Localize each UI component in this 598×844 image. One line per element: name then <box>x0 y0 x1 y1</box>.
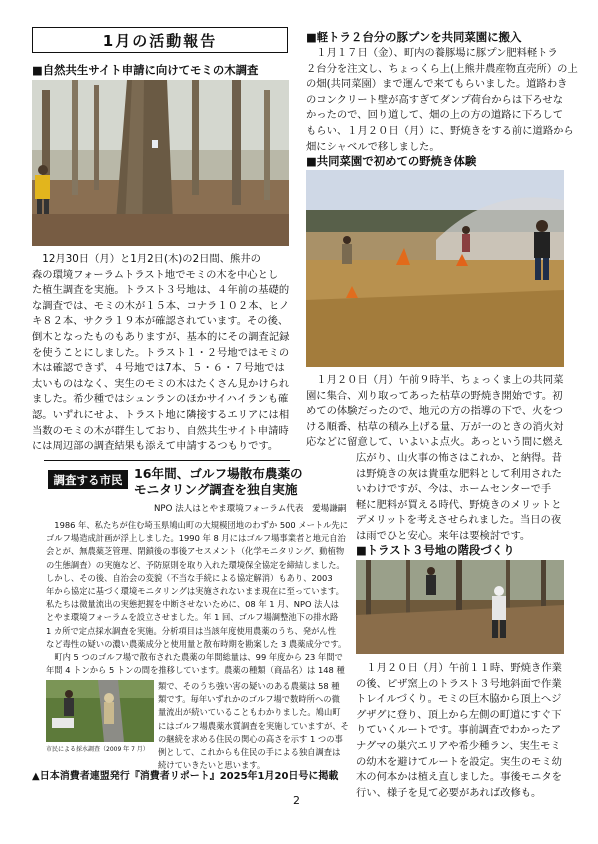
paragraph-line: ました。希少種ではシュンランのほかサイハイランも確 <box>32 393 289 406</box>
paragraph-line: 量流出が続いていることもわかりました。鳩山町 <box>158 707 341 718</box>
paragraph-line: １月２０日（月）午前９時半、ちょっくま上の共同菜 <box>306 374 564 386</box>
paragraph-line: 軽に肥料が買える時代、野焼きのメリットと <box>356 498 562 511</box>
paragraph-line: 類で、そのうち強い害の疑いのある農薬は 58 種 <box>158 681 340 691</box>
paragraph-line: ける順番、枯草の積み上げる量、万が一のときの消火対 <box>306 420 564 433</box>
trail-work-photo <box>356 560 564 654</box>
section-heading-trail: ■トラスト３号地の階段づくり <box>356 543 515 557</box>
paragraph-line: 森の環境フォーラムトラスト地でモミの木を中心とし <box>32 268 279 281</box>
paragraph-line: 当数のモミの木が群生しており、自然共生サイト申請時 <box>32 424 289 437</box>
paragraph-line: キ８２本、サクラ１９本が確認されています。その後、 <box>32 315 289 328</box>
article-title-line: 16年間、ゴルフ場散布農薬の <box>134 466 303 481</box>
section-heading-momi-survey: ■自然共生サイト申請に向けてモミの木調査 <box>32 63 259 77</box>
paragraph-line: 1 カ所で定点採水調査を実施。分析項目は当該年度使用農薬のうち、発がん性 <box>46 625 337 636</box>
paragraph-line: 1986 年、私たちが住む埼玉県鳩山町の大規模団地のわずか 500 メートル先に <box>46 520 349 530</box>
paragraph-line: １月１７日（金）、町内の養豚場に豚プン肥料軽トラ <box>306 47 558 59</box>
momi-survey-text <box>32 252 289 455</box>
water-sampling-photo <box>46 680 154 742</box>
paragraph-line: の畑(共同菜園）まで運んで来てもらいました。道路わき <box>306 78 568 91</box>
paragraph-line: な調査では、モミの木が１５本、コナラ１０２本、ヒノ <box>32 299 290 312</box>
paragraph-line: めての体験だったので、地元の方の指導の下で、火をつ <box>306 405 564 418</box>
paragraph-line: 木は確認できず、４号地では7本、５・６・７号地では <box>32 362 285 375</box>
paragraph-line: ゴルフ場造成計画が浮上しました。1990 年 8 月にはゴルフ場事業者と地元自治 <box>46 533 346 544</box>
paragraph-line: トレイルづくり。モミの巨木脇から頂上へジ <box>356 693 562 706</box>
paragraph-line: 町内 5 つのゴルフ場で散布された農薬の年間総量は、99 年度から 23 年間で <box>46 652 343 663</box>
article-tag: 調査する市民 <box>48 470 128 489</box>
article-title-line: モニタリング調査を独自実施 <box>134 482 298 497</box>
page-number: 2 <box>293 794 300 807</box>
paragraph-line: など毒性の疑いの濃い農薬成分と使用量と散布時期を勘案した 3 農薬成分です。 <box>46 638 347 649</box>
paragraph-line: の継続を求める住民の関心の高さを示す 1 つの事 <box>158 733 343 744</box>
paragraph-line: の後、ピザ窯上のトラスト３号地斜面で作業 <box>356 677 562 690</box>
paragraph-line: 続けていきたいと思います。 <box>158 760 266 771</box>
article-title <box>134 466 303 498</box>
field-burning-text-cont <box>356 451 562 545</box>
paragraph-line: た植生調査を実施。トラスト３号地は、４年前の基礎的 <box>32 284 290 297</box>
paragraph-line: とやま環境フォーラムを設立させました。年 1 回、ゴルフ場調整池下の排水路 <box>46 612 339 623</box>
section-heading-field-burning: ■共同菜園で初めての野焼き体験 <box>306 154 477 168</box>
paragraph-line: の幼木を避けてルートを設定。実生のモミ幼 <box>356 755 562 768</box>
box-top-rule <box>44 460 290 461</box>
paragraph-line: は野焼きの灰は貴重な肥料として利用された <box>356 467 562 480</box>
paragraph-line: グザグに登り、頂上から左側の町道にすぐ下 <box>356 708 562 721</box>
paragraph-line: りていくルートです。事前調査でわかったア <box>356 724 562 737</box>
paragraph-line: もらい、１月２０日（月）に、野焼きをする前に道路から <box>306 124 574 137</box>
paragraph-line: しかし、その後、自治会の変貌（不当な手続による協定解消）もあり、2003 <box>46 572 333 583</box>
section-heading-manure: ■軽トラ２台分の豚プンを共同菜園に搬入 <box>306 30 522 44</box>
field-burning-text <box>306 373 563 451</box>
paragraph-line: ナグマの巣穴エリアや希少種ラン、実生モミ <box>356 739 561 752</box>
paragraph-line: いわけですが、今は、ホームセンターで手 <box>356 483 552 496</box>
paragraph-line: 木の何本かは植え直しました。事後モニタを <box>356 771 562 784</box>
paragraph-line: を使うことにしました。トラスト１・２号地ではモミの <box>32 346 290 359</box>
paragraph-line: の生態調査）の実施など、予防原則を取り入れた環境保全協定を締結しました。 <box>46 559 345 570</box>
page-title: 1月の活動報告 <box>32 27 288 53</box>
paragraph-line: 行い、様子を見て必要があれば改修も。 <box>356 786 542 799</box>
photo-caption: 市民による採水調査（2009 年 7 月） <box>46 746 149 753</box>
paragraph-line: 例として、これからも住民の手による独自調査は <box>158 747 341 758</box>
paragraph-line: 応などに留意して、いよいよ点火。あっという間に燃え <box>306 436 564 449</box>
paragraph-line: 広がり、山火事の怖さはこれか、と納得。昔 <box>356 452 562 464</box>
paragraph-line: 会とが、無農薬芝管理、閉鎖後の事後アセスメント（化学モニタリング、動植物 <box>46 546 345 557</box>
paragraph-line: 年から協定に基づく環境モニタリングは実施されないまま現在に至っています。 <box>46 586 344 597</box>
paragraph-line: 私たちは微量流出の実態把握を中断させないために、08 年 1 月、NPO 法人は <box>46 599 340 610</box>
paragraph-line: 認。いずれにせよ、トラスト地に隣接するエリアには相 <box>32 408 290 421</box>
paragraph-line: ２台分を注文し、ちょっくら上(上熊井農産物直売所）の上 <box>306 62 578 75</box>
paragraph-line: 年間 4 トンから 5 トンの間を推移しています。農薬の種類（商品名）は 148 種 <box>46 665 345 676</box>
paragraph-line: にはゴルフ場農薬水質調査を実施していますが、そ <box>158 720 349 731</box>
paragraph-line: は雨でひと安心。来年は要検討です。 <box>356 529 531 542</box>
paragraph-line: のコンクリート壁が高すぎてダンプ荷台からは下ろせな <box>306 93 564 106</box>
manure-text <box>306 46 578 155</box>
paragraph-line: １月２０日（月）午前１１時、野焼き作業 <box>356 662 562 674</box>
article-body-wrap <box>158 680 349 772</box>
paragraph-line: 畑にシャベルで移しました。 <box>306 140 440 153</box>
field-burning-photo <box>306 170 564 367</box>
paragraph-line: 12月30日（月）と1月2日(木)の2日間、熊井の <box>32 253 261 265</box>
article-body <box>46 519 348 677</box>
source-footer: ▲日本消費者連盟発行『消費者リポート』2025年1月20日号に掲載 <box>32 771 339 782</box>
paragraph-line: 類です。毎年いずれかのゴルフ場で数時所への微 <box>158 694 340 705</box>
forest-survey-photo <box>32 80 289 246</box>
paragraph-line: かったので、回り道して、畑の上の方の道路に下ろして <box>306 109 564 122</box>
paragraph-line: には周辺部の調査結果も添えて申請するつもりです。 <box>32 440 279 453</box>
paragraph-line: デメリットを考えさせられました。当日の夜 <box>356 514 562 527</box>
paragraph-line: 太いものはなく、実生のモミの木はたくさん見かけられ <box>32 377 290 390</box>
paragraph-line: 園に集合、刈り取ってあった枯草の野焼き開始です。初 <box>306 389 563 402</box>
trail-text <box>356 661 562 801</box>
article-author: NPO 法人はとやま環境フォーラム代表 愛場謙嗣 <box>154 504 347 514</box>
paragraph-line: 倒木となったものもありますが、基本的にその調査記録 <box>32 330 290 343</box>
